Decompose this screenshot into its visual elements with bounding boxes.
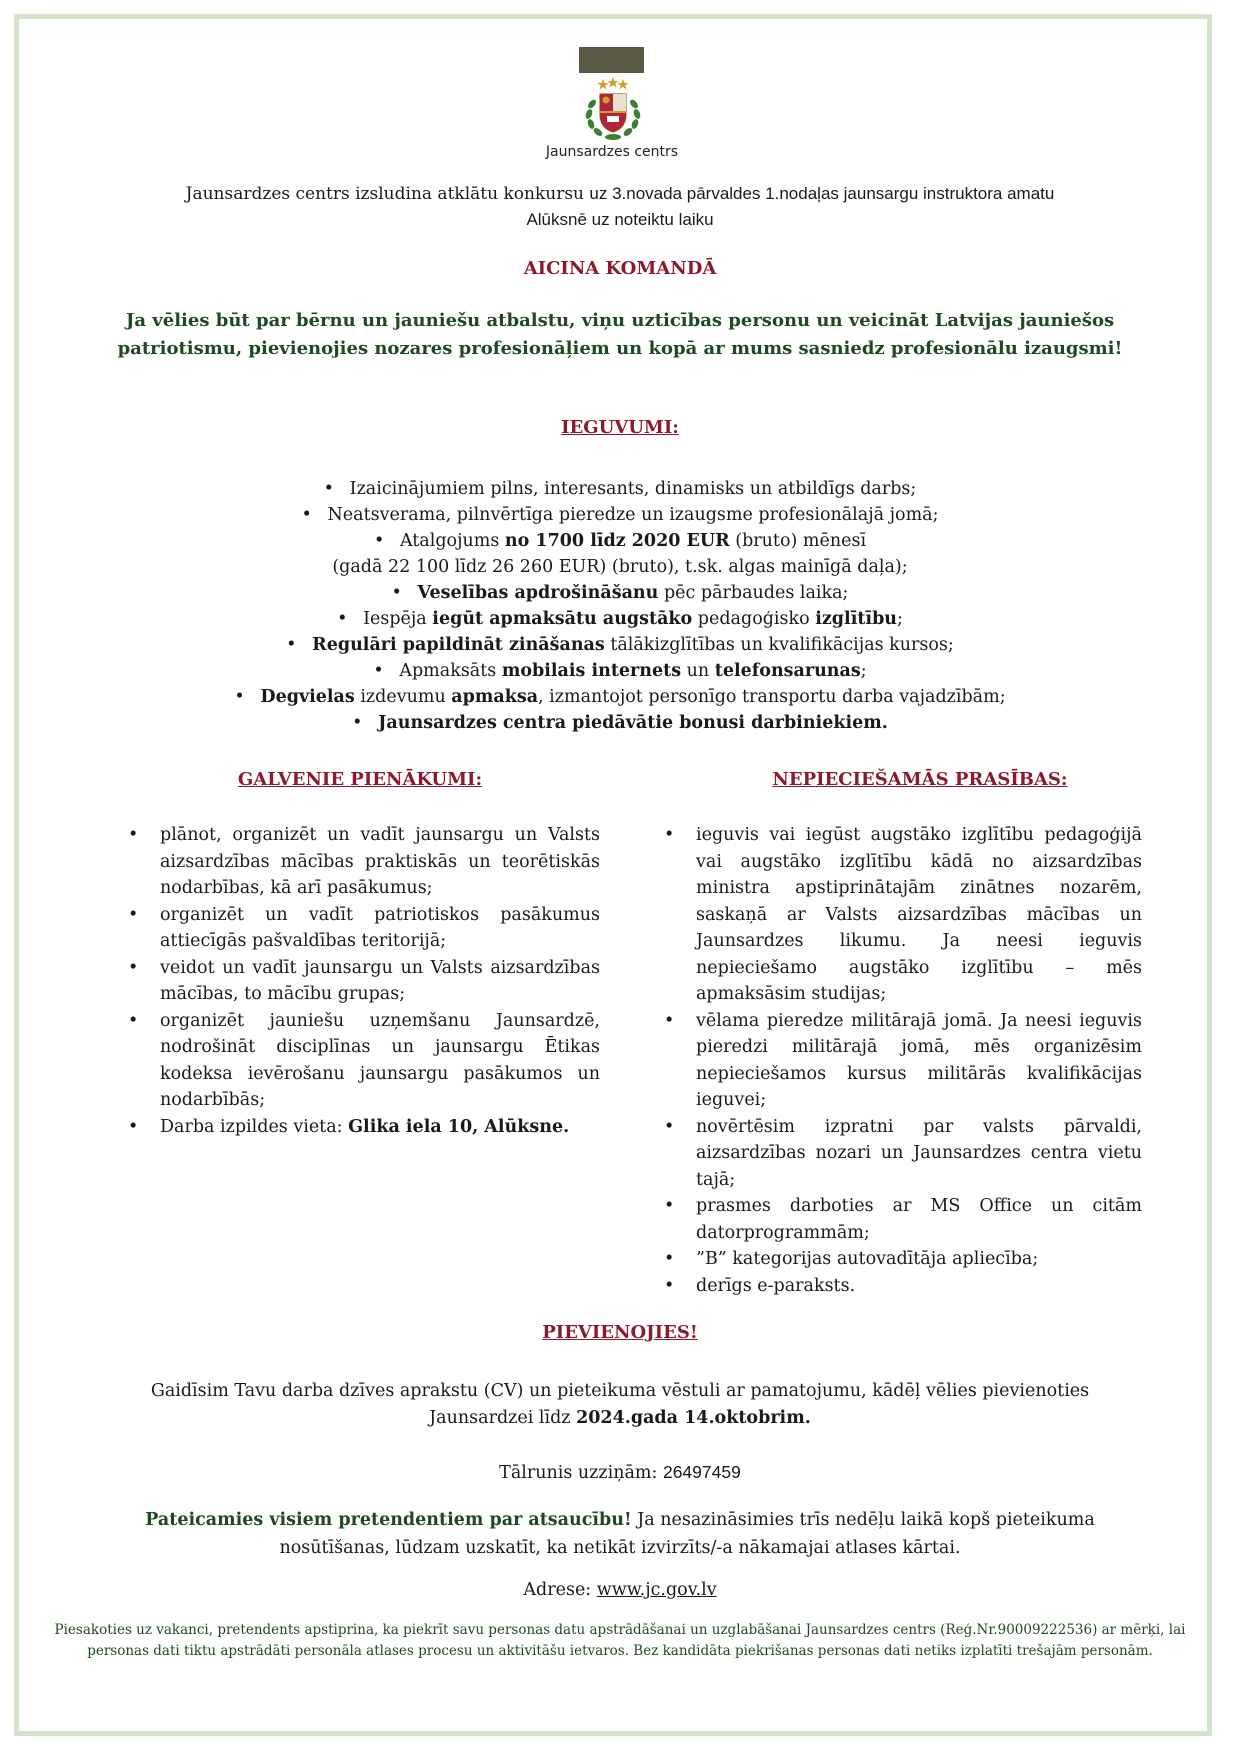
list-item: • Degvielas izdevumu apmaksa, izmantojot personīgo transportu darba vajadzībām; [120,684,1120,710]
benefits-title: IEGUVUMI: [561,417,679,438]
phone-number: 26497459 [662,1462,741,1482]
duties-list [122,822,600,1140]
list-item: • novērtēsim izpratni par valsts pārvaldi, aizsardzības nozari un Jaunsardzes centra vietu tajā; [658,1114,1142,1194]
list-item: • Darba izpildes vieta: Glika iela 10, Alūksne. [122,1114,600,1141]
thanks-text: Pateicamies visiem pretendentiem par atsaucību! Ja nesazināsimies trīs nedēļu laikā kopš pieteikuma nosūtīšanas, lūdzam uzskatīt, ka netikāt izvirzīts/-a nākamajai atlases kārtai. [145,1510,1095,1558]
duties-title: GALVENIE PIENĀKUMI: [237,769,483,790]
list-item: • organizēt jauniešu uzņemšanu Jaunsardzē, nodrošināt disciplīnas un jaunsargu Ētikas kodeksa ievērošanu jaunsargu pasākumos un nodarbībās; [122,1008,600,1114]
list-item: • ”B” kategorijas autovadītāja apliecība; [658,1246,1142,1273]
join-text: Gaidīsim Tavu darba dzīves aprakstu (CV) un pieteikuma vēstuli ar pamatojumu, kādēļ vēlies pievienoties Jaunsardzei līdz 2024.gada 14.oktobrim. [150,1381,1090,1428]
phone-line: Tālrunis uzziņām: 26497459 [499,1462,741,1483]
list-item: • ieguvis vai iegūst augstāko izglītību pedagoģijā vai augstāko izglītību kādā no aizsardzības ministra apstiprinātajām zinātnes nozarēm, saskaņā ar Valsts aizsardzības mācības un Jaunsardzes likumu. Ja neesi ieguvis nepieciešamo augstāko izglītību – mēs apmaksāsim studijas; [658,822,1142,1008]
list-item: • veidot un vadīt jaunsargu un Valsts aizsardzības mācības, to mācību grupas; [122,955,600,1008]
list-item: • Regulāri papildināt zināšanas tālākizglītības un kvalifikācijas kursos; [120,632,1120,658]
list-item-continuation: (gadā 22 100 līdz 26 260 EUR) (bruto), t.sk. algas mainīgā daļa); [332,557,908,577]
logo-banner [579,47,644,73]
list-item: • vēlama pieredze militārajā jomā. Ja neesi ieguvis pieredzi militārajā jomā, mēs organizēsim nepieciešamos kursus militārās kvalifikācijas ieguvei; [658,1008,1142,1114]
join-title: PIEVIENOJIES! [542,1322,698,1343]
list-item: • prasmes darboties ar MS Office un citām datorprogrammām; [658,1193,1142,1246]
list-item: • Apmaksāts mobilais internets un telefonsarunas; [120,658,1120,684]
deadline: 2024.gada 14.oktobrim. [576,1408,811,1428]
benefits-list [120,476,1120,736]
list-item: • Neatsverama, pilnvērtīga pieredze un izaugsme profesionālajā jomā; [120,502,1120,528]
intro-text [80,181,1160,232]
list-item: • plānot, organizēt un vadīt jaunsargu un Valsts aizsardzības mācības praktiskās un teorētiskās nodarbības, kā arī pasākumus; [122,822,600,902]
list-item: • Atalgojums no 1700 līdz 2020 EUR (bruto) mēnesī [120,528,1120,554]
invite-heading: AICINA KOMANDĀ [523,258,717,279]
list-item: • Veselības apdrošināšanu pēc pārbaudes laika; [120,580,1120,606]
list-item: • Jaunsardzes centra piedāvātie bonusi darbiniekiem. [120,710,1120,736]
list-item: • derīgs e-paraksts. [658,1273,1142,1300]
intro-line2: Alūksnē uz noteiktu laiku [526,210,714,229]
intro-part2: uz 3.novada pārvaldes 1.nodaļas jaunsargu instruktora amatu [589,184,1055,203]
address-line: Adrese: www.jc.gov.lv [523,1580,717,1600]
logo-org-name: Jaunsardzes centrs [545,144,679,160]
requirements-list [658,822,1142,1299]
website-link[interactable]: www.jc.gov.lv [596,1580,717,1600]
intro-part1: Jaunsardzes centrs izsludina atklātu konkursu [185,184,590,204]
requirements-title: NEPIECIEŠAMĀS PRASĪBAS: [772,769,1068,790]
list-item: • Iespēja iegūt apmaksātu augstāko pedagoģisko izglītību; [120,606,1120,632]
coat-of-arms-icon [580,76,646,142]
list-item: • Izaicinājumiem pilns, interesants, dinamisks un atbildīgs darbs; [120,476,1120,502]
slogan: Ja vēlies būt par bērnu un jauniešu atbalstu, viņu uzticības personu un veicināt Latvijas jauniešos patriotismu, pievienojies nozares profesionāļiem un kopā ar mums sasniedz profesionālu izaugsmi! [117,310,1123,359]
list-item: • organizēt un vadīt patriotiskos pasākumus attiecīgās pašvaldības teritorijā; [122,902,600,955]
gdpr-notice: Piesakoties uz vakanci, pretendents apstiprina, ka piekrīt savu personas datu apstrādāšanai un uzglabāšanai Jaunsardzes centrs (Reģ.Nr.90009222536) ar mērķi, lai personas dati tiktu apstrādāti personāla atlases procesu un aktivitāšu ietvaros. Bez kandidāta piekrišanas personas dati netiks izplatīti trešajām personām. [54,1622,1186,1659]
